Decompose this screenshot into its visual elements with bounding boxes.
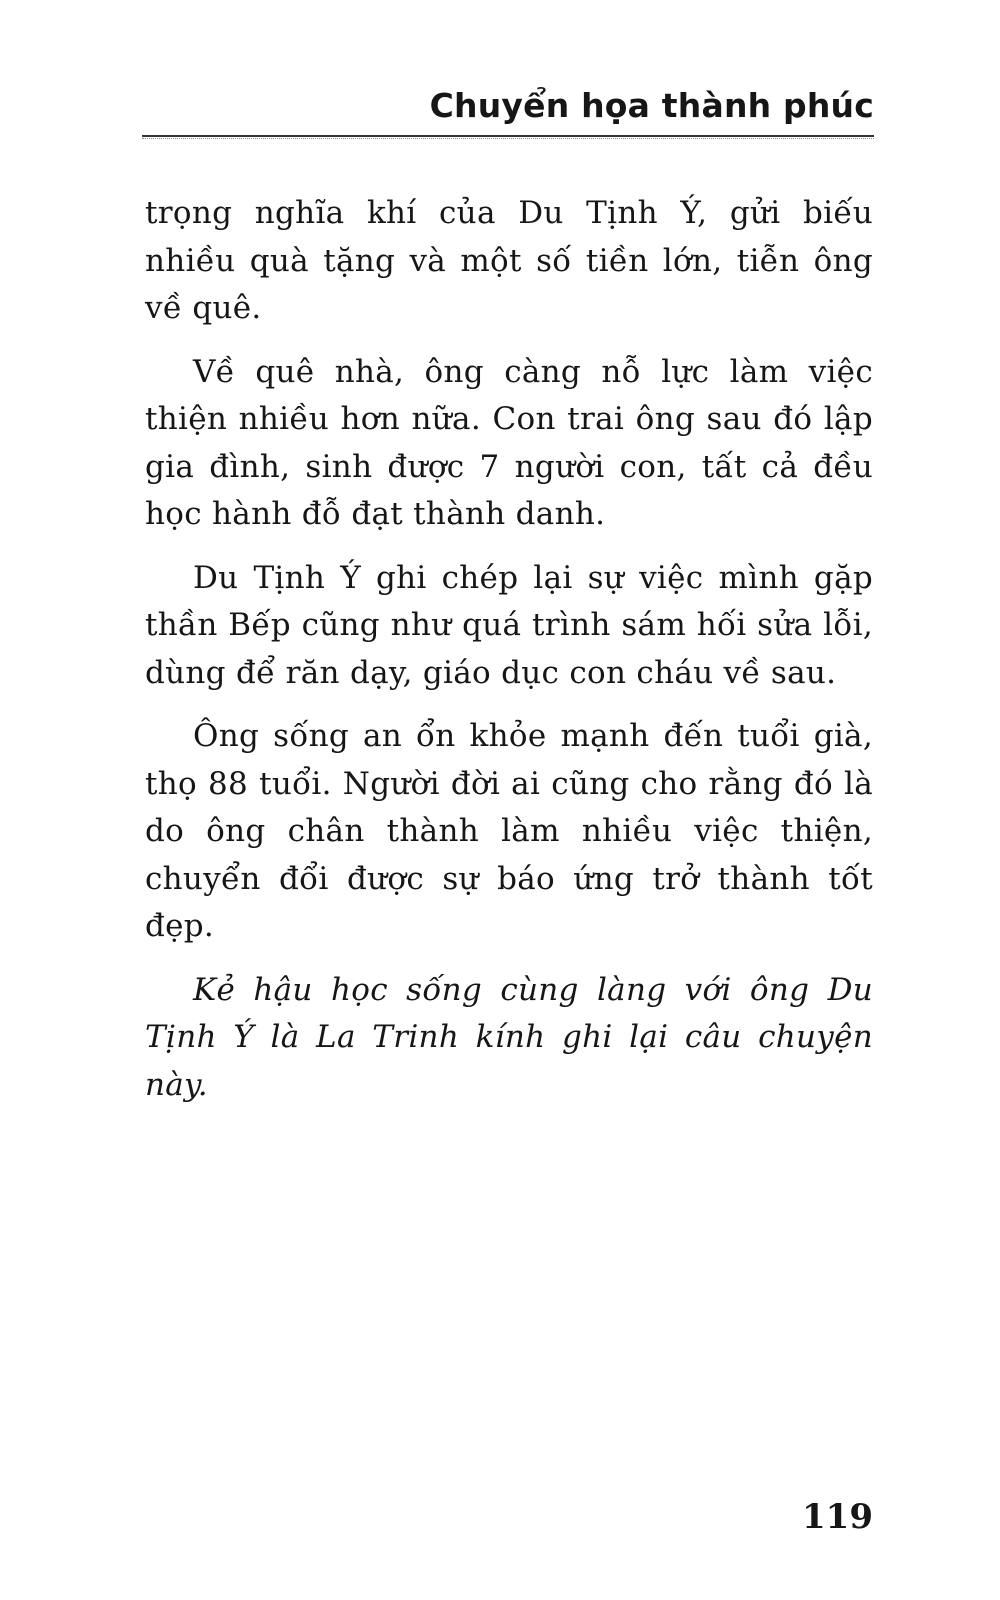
- header-rule-shadow: [142, 138, 874, 139]
- header-rule: [142, 135, 874, 137]
- paragraph-1: trọng nghĩa khí của Du Tịnh Ý, gửi biếu nhiều quà tặng và một số tiền lớn, tiễn ông về quê.: [145, 195, 873, 326]
- paragraph-5-italic-note: Kẻ hậu học sống cùng làng với ông Du Tịnh Ý là La Trinh kính ghi lại câu chuyện này.: [145, 971, 873, 1103]
- page-number: 119: [802, 1497, 873, 1537]
- running-header-title: Chuyển họa thành phúc: [429, 86, 874, 125]
- body-text: [145, 190, 873, 1125]
- paragraph-2: Về quê nhà, ông càng nỗ lực làm việc thiện nhiều hơn nữa. Con trai ông sau đó lập gia đình, sinh được 7 người con, tất cả đều học hành đỗ đạt thành danh.: [145, 353, 873, 532]
- paragraph-3: Du Tịnh Ý ghi chép lại sự việc mình gặp thần Bếp cũng như quá trình sám hối sửa lỗi, dùng để răn dạy, giáo dục con cháu về sau.: [145, 559, 873, 691]
- paragraph-4: Ông sống an ổn khỏe mạnh đến tuổi già, thọ 88 tuổi. Người đời ai cũng cho rằng đó là do ông chân thành làm nhiều việc thiện, chuyển đổi được sự báo ứng trở thành tốt đẹp.: [145, 718, 873, 944]
